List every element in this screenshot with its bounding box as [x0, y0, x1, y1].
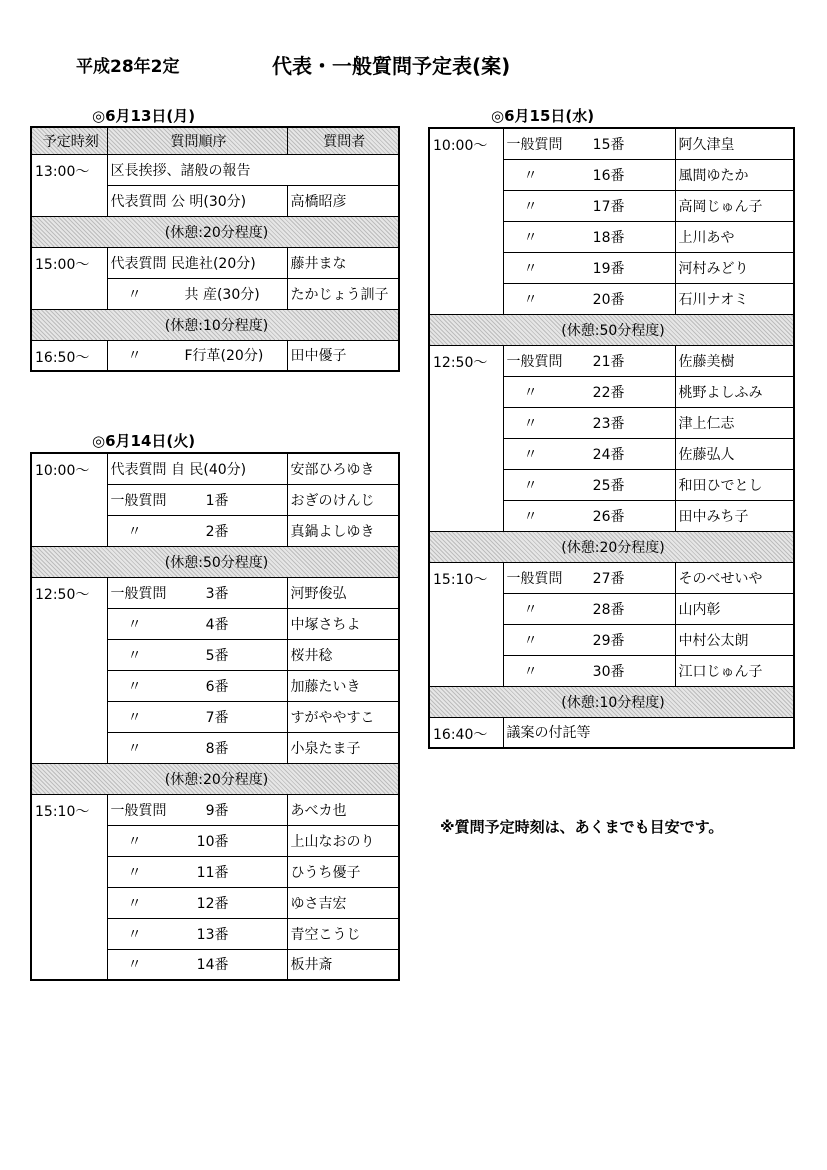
- order-number: 1番: [205, 492, 229, 509]
- asker-cell: 上山なおのり: [287, 825, 399, 856]
- order-cell: [503, 500, 675, 531]
- asker-cell: 江口じゅん子: [675, 655, 794, 686]
- col-order: 質問順序: [107, 127, 287, 154]
- asker-cell: おぎのけんじ: [287, 484, 399, 515]
- asker-cell: 中塚さちよ: [287, 608, 399, 639]
- asker-cell: 河村みどり: [675, 252, 794, 283]
- asker-cell: 上川あや: [675, 221, 794, 252]
- asker-cell: 高岡じゅん子: [675, 190, 794, 221]
- ditto-mark: 〃: [523, 601, 538, 618]
- asker-cell: 風間ゆたか: [675, 159, 794, 190]
- break-label: (休憩:10分程度): [31, 309, 399, 340]
- break-row: [31, 309, 399, 340]
- break-label: (休憩:50分程度): [31, 546, 399, 577]
- asker-cell: 桜井稔: [287, 639, 399, 670]
- order-cell: [107, 825, 287, 856]
- order-cell: [107, 278, 287, 309]
- table-row: [31, 794, 399, 825]
- order-number: 29番: [592, 632, 625, 649]
- asker-cell: 板井斎: [287, 949, 399, 980]
- ditto-mark: 〃: [127, 523, 142, 540]
- order-number: 11番: [196, 864, 229, 881]
- asker-cell: たかじょう訓子: [287, 278, 399, 309]
- time-cell: 12:50～: [31, 577, 107, 763]
- asker-cell: 桃野よしふみ: [675, 376, 794, 407]
- ditto-mark: 〃: [523, 167, 538, 184]
- order-number: 3番: [205, 585, 229, 602]
- ditto-mark: 〃: [127, 740, 142, 757]
- day1-table: [30, 126, 400, 372]
- asker-cell: あべカ也: [287, 794, 399, 825]
- break-label: (休憩:20分程度): [31, 763, 399, 794]
- break-label: (休憩:20分程度): [31, 216, 399, 247]
- kind-label: 一般質問: [506, 136, 563, 153]
- break-row: [31, 546, 399, 577]
- order-cell: [107, 608, 287, 639]
- break-row: [429, 314, 794, 345]
- ditto-mark: 〃: [127, 678, 142, 695]
- ditto-mark: 〃: [523, 508, 538, 525]
- ditto-mark: 〃: [523, 632, 538, 649]
- table-row: [429, 128, 794, 159]
- ditto-mark: 〃: [127, 286, 142, 303]
- asker-cell: そのべせいや: [675, 562, 794, 593]
- order-cell: [503, 283, 675, 314]
- asker-cell: 真鍋よしゆき: [287, 515, 399, 546]
- day3-table: [428, 127, 795, 749]
- order-number: 26番: [592, 508, 625, 525]
- order-number: 8番: [205, 740, 229, 757]
- ditto-mark: 〃: [127, 895, 142, 912]
- asker-cell: 中村公太朗: [675, 624, 794, 655]
- order-cell: [107, 949, 287, 980]
- break-label: (休憩:20分程度): [429, 531, 794, 562]
- kind-label: 一般質問: [506, 570, 563, 587]
- time-cell: 10:00～: [31, 453, 107, 546]
- table-row: [31, 453, 399, 484]
- order-cell: [503, 345, 675, 376]
- day2-table: [30, 452, 400, 981]
- order-cell: 代表質問 自 民(40分): [107, 453, 287, 484]
- asker-cell: 石川ナオミ: [675, 283, 794, 314]
- order-number: 5番: [205, 647, 229, 664]
- day1-heading: ◎6月13日(月): [92, 107, 196, 125]
- order-cell: [107, 670, 287, 701]
- order-number: 22番: [592, 384, 625, 401]
- break-row: [429, 686, 794, 717]
- order-number: 17番: [592, 198, 625, 215]
- ditto-mark: 〃: [127, 709, 142, 726]
- order-cell: [107, 639, 287, 670]
- day2-heading: ◎6月14日(火): [92, 432, 196, 450]
- order-number: 16番: [592, 167, 625, 184]
- asker-cell: 河野俊弘: [287, 577, 399, 608]
- order-cell: [503, 252, 675, 283]
- asker-cell: 和田ひでとし: [675, 469, 794, 500]
- order-cell: 議案の付託等: [503, 717, 794, 748]
- break-row: [429, 531, 794, 562]
- order-cell: [503, 438, 675, 469]
- col-asker: 質問者: [287, 127, 399, 154]
- session-label: 平成28年2定: [76, 57, 180, 77]
- asker-cell: 藤井まな: [287, 247, 399, 278]
- break-row: [31, 763, 399, 794]
- kind-label: 一般質問: [110, 492, 167, 509]
- order-number: 24番: [592, 446, 625, 463]
- order-cell: [503, 562, 675, 593]
- order-cell: [107, 515, 287, 546]
- asker-cell: すがややすこ: [287, 701, 399, 732]
- order-number: 20番: [592, 291, 625, 308]
- order-number: 14番: [196, 957, 229, 974]
- asker-cell: ゆさ吉宏: [287, 887, 399, 918]
- order-cell: [503, 469, 675, 500]
- asker-cell: 加藤たいき: [287, 670, 399, 701]
- asker-cell: 津上仁志: [675, 407, 794, 438]
- time-cell: 15:10～: [31, 794, 107, 980]
- order-cell: [503, 128, 675, 159]
- order-cell: [107, 484, 287, 515]
- asker-cell: 田中みち子: [675, 500, 794, 531]
- order-cell: [107, 887, 287, 918]
- order-cell: [107, 701, 287, 732]
- order-cell: [503, 407, 675, 438]
- order-cell: [107, 794, 287, 825]
- page-title: 代表・一般質問予定表(案): [272, 54, 511, 78]
- order-cell: [107, 577, 287, 608]
- kind-label: 一般質問: [110, 585, 167, 602]
- order-cell: [107, 732, 287, 763]
- col-time: 予定時刻: [31, 127, 107, 154]
- order-cell: [503, 624, 675, 655]
- ditto-mark: 〃: [127, 616, 142, 633]
- ditto-mark: 〃: [127, 864, 142, 881]
- order-cell: [107, 918, 287, 949]
- ditto-mark: 〃: [523, 415, 538, 432]
- order-number: 27番: [592, 570, 625, 587]
- asker-cell: 小泉たま子: [287, 732, 399, 763]
- ditto-mark: 〃: [523, 198, 538, 215]
- ditto-mark: 〃: [523, 229, 538, 246]
- order-number: 30番: [592, 663, 625, 680]
- ditto-mark: 〃: [523, 260, 538, 277]
- time-cell: 16:50～: [31, 340, 107, 371]
- asker-cell: ひうち優子: [287, 856, 399, 887]
- table-row: [429, 562, 794, 593]
- time-cell: 15:00～: [31, 247, 107, 309]
- table-row: [31, 247, 399, 278]
- order-number: 23番: [592, 415, 625, 432]
- ditto-mark: 〃: [127, 957, 142, 974]
- order-number: 28番: [592, 601, 625, 618]
- table-row: [31, 340, 399, 371]
- order-cell: [503, 593, 675, 624]
- asker-cell: 阿久津皇: [675, 128, 794, 159]
- order-number: 21番: [592, 353, 625, 370]
- table-row: [429, 717, 794, 748]
- time-cell: 16:40～: [429, 717, 503, 748]
- order-text: F行革(20分): [184, 348, 264, 365]
- asker-cell: 安部ひろゆき: [287, 453, 399, 484]
- ditto-mark: 〃: [523, 477, 538, 494]
- order-cell: [503, 190, 675, 221]
- order-number: 19番: [592, 260, 625, 277]
- table-row: [31, 154, 399, 185]
- break-row: [31, 216, 399, 247]
- order-number: 7番: [205, 709, 229, 726]
- order-cell: 区長挨拶、諸般の報告: [107, 154, 399, 185]
- order-cell: 代表質問 公 明(30分): [107, 185, 287, 216]
- order-number: 6番: [205, 678, 229, 695]
- order-cell: [503, 159, 675, 190]
- time-cell: 10:00～: [429, 128, 503, 314]
- time-cell: 12:50～: [429, 345, 503, 531]
- asker-cell: 佐藤弘人: [675, 438, 794, 469]
- asker-cell: 青空こうじ: [287, 918, 399, 949]
- order-number: 2番: [205, 523, 229, 540]
- order-number: 4番: [205, 616, 229, 633]
- order-cell: [107, 856, 287, 887]
- order-number: 10番: [196, 833, 229, 850]
- ditto-mark: 〃: [127, 348, 142, 365]
- ditto-mark: 〃: [523, 446, 538, 463]
- order-cell: [503, 655, 675, 686]
- table-row: [31, 577, 399, 608]
- day3-heading: ◎6月15日(水): [491, 107, 595, 125]
- kind-label: 一般質問: [110, 802, 167, 819]
- kind-label: 一般質問: [506, 353, 563, 370]
- break-label: (休憩:10分程度): [429, 686, 794, 717]
- order-cell: [503, 376, 675, 407]
- order-number: 13番: [196, 926, 229, 943]
- order-cell: [107, 340, 287, 371]
- table-row: [429, 345, 794, 376]
- break-label: (休憩:50分程度): [429, 314, 794, 345]
- order-number: 25番: [592, 477, 625, 494]
- order-number: 18番: [592, 229, 625, 246]
- ditto-mark: 〃: [523, 384, 538, 401]
- ditto-mark: 〃: [523, 291, 538, 308]
- order-number: 9番: [205, 802, 229, 819]
- time-cell: 13:00～: [31, 154, 107, 216]
- order-cell: 代表質問 民進社(20分): [107, 247, 287, 278]
- time-cell: 15:10～: [429, 562, 503, 686]
- ditto-mark: 〃: [127, 926, 142, 943]
- asker-cell: 田中優子: [287, 340, 399, 371]
- order-text: 共 産(30分): [184, 286, 260, 303]
- asker-cell: 山内彰: [675, 593, 794, 624]
- order-cell: [503, 221, 675, 252]
- footnote: ※質問予定時刻は、あくまでも目安です。: [440, 818, 724, 836]
- asker-cell: 佐藤美樹: [675, 345, 794, 376]
- order-number: 15番: [592, 136, 625, 153]
- ditto-mark: 〃: [523, 663, 538, 680]
- order-number: 12番: [196, 895, 229, 912]
- asker-cell: 高橋昭彦: [287, 185, 399, 216]
- table-header: [31, 127, 399, 154]
- ditto-mark: 〃: [127, 833, 142, 850]
- ditto-mark: 〃: [127, 647, 142, 664]
